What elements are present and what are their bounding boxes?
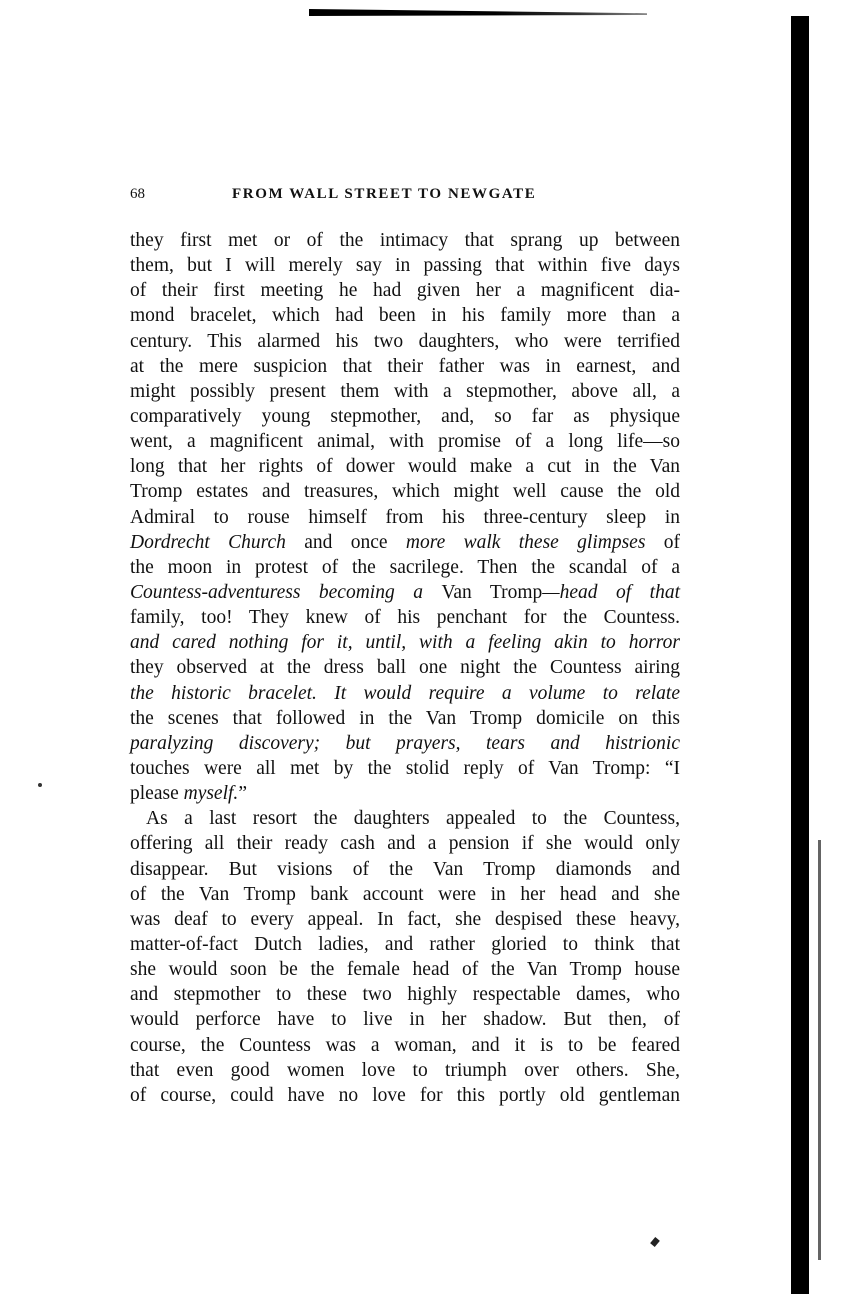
text-segment: course, the Countess was a woman, and it is to be feared bbox=[130, 1034, 680, 1056]
text-line bbox=[130, 1083, 680, 1108]
scan-edge-right-bar bbox=[791, 16, 809, 1294]
text-line bbox=[130, 278, 680, 303]
text-line bbox=[130, 630, 680, 655]
text-segment: the moon in protest of the sacrilege. Then the scandal of a bbox=[130, 556, 680, 578]
text-segment: would perforce have to live in her shadow. But then, of bbox=[130, 1009, 680, 1031]
text-segment: century. This alarmed his two daughters, who were terrified bbox=[130, 330, 680, 352]
text-segment: Admiral to rouse himself from his three-century sleep in bbox=[130, 506, 680, 528]
text-line bbox=[130, 379, 680, 404]
page-number: 68 bbox=[130, 186, 145, 202]
text-segment: disappear. But visions of the Van Tromp diamonds and bbox=[130, 858, 680, 880]
text-line bbox=[130, 882, 680, 907]
text-line bbox=[130, 806, 680, 831]
text-line bbox=[130, 555, 680, 580]
text-line bbox=[130, 731, 680, 756]
text-line bbox=[130, 831, 680, 856]
text-segment: As a last resort the daughters appealed to the Countess, bbox=[146, 808, 680, 830]
text-line bbox=[130, 957, 680, 982]
text-segment: of bbox=[645, 531, 680, 553]
text-line bbox=[130, 454, 680, 479]
text-line bbox=[130, 530, 680, 555]
text-line bbox=[130, 982, 680, 1007]
text-line bbox=[130, 303, 680, 328]
text-segment: and once bbox=[285, 531, 406, 553]
text-segment: she would soon be the female head of the Van Tromp house bbox=[130, 959, 680, 981]
scan-edge-right-streak bbox=[818, 840, 821, 1260]
text-line bbox=[130, 1033, 680, 1058]
text-segment: of the Van Tromp bank account were in her head and she bbox=[130, 883, 680, 905]
italic-text: myself. bbox=[183, 783, 239, 805]
text-segment: Tromp estates and treasures, which might well cause the old bbox=[130, 481, 680, 503]
text-line bbox=[130, 932, 680, 957]
italic-text: the historic bracelet. It would require a volume to relate bbox=[130, 682, 680, 704]
text-line bbox=[130, 781, 680, 806]
text-segment: they first met or of the intimacy that sprang up between bbox=[130, 230, 680, 251]
text-line bbox=[130, 404, 680, 429]
text-segment: long that her rights of dower would make a cut in the Van bbox=[130, 456, 680, 478]
text-line bbox=[130, 228, 680, 253]
scan-speck bbox=[38, 783, 42, 787]
text-segment: offering all their ready cash and a pension if she would only bbox=[130, 833, 680, 855]
text-line bbox=[130, 857, 680, 882]
text-line bbox=[130, 655, 680, 680]
text-segment: of course, could have no love for this portly old gentleman bbox=[130, 1084, 680, 1106]
text-segment: mond bracelet, which had been in his family more than a bbox=[130, 305, 680, 327]
text-line bbox=[130, 756, 680, 781]
text-segment: touches were all met by the stolid reply of Van Tromp: “I bbox=[130, 757, 680, 779]
text-line bbox=[130, 479, 680, 504]
text-segment: matter-of-fact Dutch ladies, and rather gloried to think that bbox=[130, 933, 680, 955]
italic-text: more walk these glimpses bbox=[405, 531, 646, 553]
text-line bbox=[130, 681, 680, 706]
text-segment: and stepmother to these two highly respectable dames, who bbox=[130, 984, 680, 1006]
text-line bbox=[130, 429, 680, 454]
text-line bbox=[130, 329, 680, 354]
scan-speck bbox=[650, 1237, 660, 1247]
text-segment: at the mere suspicion that their father was in earnest, and bbox=[130, 355, 680, 377]
text-segment: Van Tromp bbox=[441, 581, 543, 603]
text-line bbox=[130, 1058, 680, 1083]
text-segment: they observed at the dress ball one night the Countess airing bbox=[130, 657, 680, 679]
text-segment: comparatively young stepmother, and, so far as physique bbox=[130, 405, 680, 427]
text-segment: please bbox=[130, 783, 184, 805]
text-segment: was deaf to every appeal. In fact, she despised these heavy, bbox=[130, 908, 680, 930]
text-line bbox=[130, 580, 680, 605]
text-line bbox=[130, 354, 680, 379]
text-segment: went, a magnificent animal, with promise of a long life—so bbox=[130, 431, 680, 453]
text-line bbox=[130, 605, 680, 630]
text-segment: family, too! They knew of his penchant for the Countess. bbox=[130, 607, 680, 629]
scan-edge-top-bar bbox=[309, 9, 647, 16]
text-segment: of their first meeting he had given her a magnificent dia- bbox=[130, 280, 680, 302]
page-header bbox=[130, 186, 650, 208]
italic-text: and cared nothing for it, until, with a feeling akin to horror bbox=[130, 632, 680, 654]
text-line bbox=[130, 505, 680, 530]
text-line bbox=[130, 253, 680, 278]
body-text bbox=[130, 228, 680, 1108]
italic-text: Dordrecht Church bbox=[130, 531, 286, 553]
text-line bbox=[130, 1007, 680, 1032]
text-segment: might possibly present them with a stepmother, above all, a bbox=[130, 380, 680, 402]
running-title: FROM WALL STREET TO NEWGATE bbox=[232, 186, 537, 202]
text-segment: ” bbox=[238, 783, 247, 805]
text-line bbox=[130, 706, 680, 731]
italic-text: Countess-adventuress becoming a bbox=[130, 581, 442, 603]
italic-text: paralyzing discovery; but prayers, tears and histrionic bbox=[130, 732, 680, 754]
text-segment: the scenes that followed in the Van Tromp domicile on this bbox=[130, 707, 680, 729]
text-segment: that even good women love to triumph over others. She, bbox=[130, 1059, 680, 1081]
text-segment: them, but I will merely say in passing that within five days bbox=[130, 255, 680, 277]
italic-text: —head of that bbox=[542, 581, 680, 603]
text-line bbox=[130, 907, 680, 932]
